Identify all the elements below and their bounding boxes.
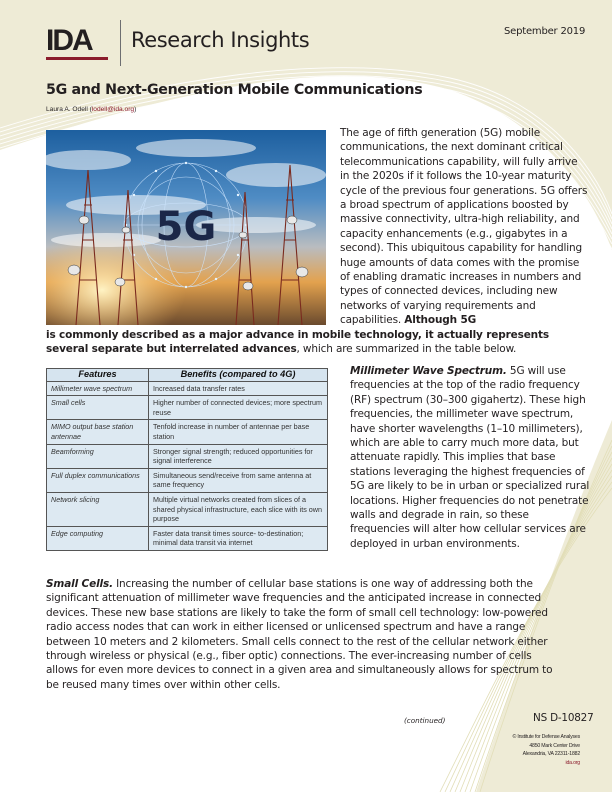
intro-paragraph bbox=[340, 126, 588, 328]
small-cells-heading: Small Cells. bbox=[46, 578, 113, 590]
millimeter-wave-section bbox=[350, 364, 590, 551]
author-line bbox=[46, 106, 136, 113]
feature-cell: MIMO output base station antennae bbox=[47, 420, 149, 444]
author-name: Laura A. Odell ( bbox=[46, 106, 92, 113]
website-link[interactable]: ida.org bbox=[565, 759, 580, 766]
copyright-line: © Institute for Defense Analyses bbox=[512, 734, 580, 740]
feature-cell: Network slicing bbox=[47, 492, 149, 526]
table-row bbox=[47, 381, 328, 396]
table-row bbox=[47, 396, 328, 420]
benefit-cell: Simultaneous send/receive from same antenna at same frequency bbox=[149, 468, 328, 492]
benefit-cell: Tenfold increase in number of antennae per base station bbox=[149, 420, 328, 444]
column-header-features: Features bbox=[47, 369, 149, 382]
cell-tower-5g-illustration bbox=[46, 130, 326, 325]
author-email-link[interactable]: lodell@ida.org bbox=[91, 106, 135, 113]
table-row bbox=[47, 526, 328, 550]
logo-underline bbox=[46, 57, 108, 60]
feature-cell: Millimeter wave spectrum bbox=[47, 381, 149, 396]
feature-cell: Full duplex communications bbox=[47, 468, 149, 492]
feature-cell: Small cells bbox=[47, 396, 149, 420]
header-divider bbox=[120, 20, 121, 66]
address-line-1: 4850 Mark Center Drive bbox=[529, 742, 580, 749]
intro-bold-lead: Although 5G bbox=[404, 314, 477, 327]
ida-logo bbox=[46, 24, 110, 60]
publisher-info bbox=[513, 733, 581, 767]
benefit-cell: Higher number of connected devices; more spectrum reuse bbox=[149, 396, 328, 420]
document-title: 5G and Next-Generation Mobile Communications bbox=[46, 82, 423, 98]
intro-tail: , which are summarized in the table below. bbox=[296, 343, 517, 356]
features-benefits-table bbox=[46, 368, 328, 551]
benefit-cell: Stronger signal strength; reduced opportunities for signal interference bbox=[149, 444, 328, 468]
column-header-benefits: Benefits (compared to 4G) bbox=[149, 369, 328, 382]
author-close-paren: ) bbox=[134, 106, 137, 113]
logo-text: IDA bbox=[46, 24, 92, 57]
millimeter-wave-text: 5G will use frequencies at the top of the radio frequency (RF) spectrum (30–300 gigahertz). These high frequencies, the millimeter wave spectrum, have shorter wavelengths (1–10 millimeters), which are able to carry much more data, but attenuate rapidly. This implies that base stations leveraging the highest frequencies of 5G are likely to be in urban or specialized rural locations. Higher frequencies do not penetrate walls and degrade in rain, so these frequencies will alter how cellular services are deployed in urban environments. bbox=[350, 365, 590, 550]
table-row bbox=[47, 468, 328, 492]
table-row bbox=[47, 420, 328, 444]
document-number: NS D-10827 bbox=[533, 712, 594, 724]
intro-paragraph-continued bbox=[46, 328, 586, 357]
svg-text:5G: 5G bbox=[155, 204, 217, 250]
benefit-cell: Faster data transit times source- to-destination; minimal data transit via internet bbox=[149, 526, 328, 550]
benefit-cell: Increased data transfer rates bbox=[149, 381, 328, 396]
continued-note: (continued) bbox=[404, 716, 446, 725]
publication-date: September 2019 bbox=[504, 26, 586, 37]
feature-cell: Edge computing bbox=[47, 526, 149, 550]
brand-title: Research Insights bbox=[131, 28, 310, 52]
table-header-row bbox=[47, 369, 328, 382]
intro-text: The age of fifth generation (5G) mobile communications, the next dominant critical telecommunications capability, will fully arrive in the 2020s if it follows the 10-year maturity cycle of the previous four generations. 5G offers a broad spectrum of applications boosted by massive connectivity, ultra-high reliability, and capacity enhancements (e.g., gigabytes in a second). This ubiquitous capability for handling huge amounts of data comes with the promise of enabling dramatic increases in numbers and types of connected devices, including new networks of varying requirements and capabilities. bbox=[340, 127, 588, 327]
address-line-2: Alexandria, VA 22311-1882 bbox=[522, 751, 580, 758]
table-row bbox=[47, 444, 328, 468]
small-cells-section bbox=[46, 577, 566, 692]
small-cells-text: Increasing the number of cellular base stations is one way of addressing both the significant attenuation of millimeter wave frequencies and the anticipated increase in connected devices. These new base stations are likely to take the form of small cell technology: low-powered radio access nodes that can work in either licensed or unlicensed spectrum and have a range between 10 meters and 2 kilometers. Small cells connect to the rest of the cellular network either through wireless or physical (e.g., fiber optic) connections. The ever-increasing number of cells allows for even more devices to connect in a given area and simultaneously allows for spectrum to be reused many times over within other cells. bbox=[46, 578, 553, 691]
intro-bold-statement: is commonly described as a major advance in mobile technology, it actually represents several separate but interrelated advances bbox=[46, 329, 549, 356]
hero-image-5g-towers bbox=[46, 130, 326, 325]
benefit-cell: Multiple virtual networks created from slices of a shared physical infrastructure, each slice with its own purpose bbox=[149, 492, 328, 526]
millimeter-wave-heading: Millimeter Wave Spectrum. bbox=[350, 365, 507, 377]
table-row bbox=[47, 492, 328, 526]
feature-cell: Beamforming bbox=[47, 444, 149, 468]
